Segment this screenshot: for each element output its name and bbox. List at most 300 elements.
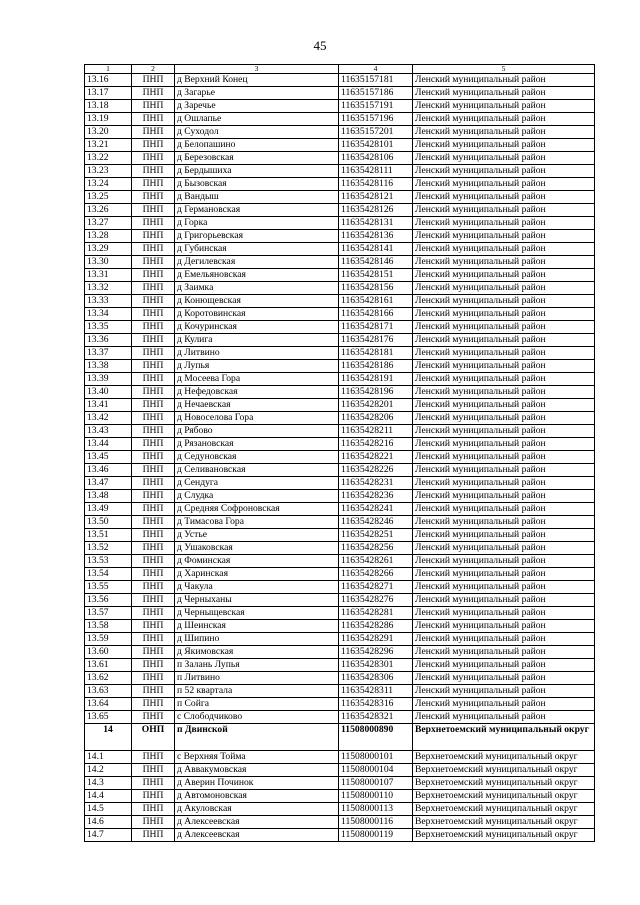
table-row xyxy=(85,178,595,191)
table-row xyxy=(85,829,595,842)
municipality-cell: Ленский муниципальный район xyxy=(413,165,595,178)
settlement-name-cell: д Вандыш xyxy=(175,191,339,204)
settlement-type-cell: ПНП xyxy=(132,751,175,764)
table-row xyxy=(85,594,595,607)
oktmo-code-cell: 11635428216 xyxy=(339,438,413,451)
settlement-type-cell: ПНП xyxy=(132,399,175,412)
table-row xyxy=(85,308,595,321)
oktmo-code-cell: 11508000119 xyxy=(339,829,413,842)
row-number-cell: 13.58 xyxy=(85,620,132,633)
settlement-type-cell: ПНП xyxy=(132,542,175,555)
oktmo-code-cell: 11635428146 xyxy=(339,256,413,269)
municipality-cell: Ленский муниципальный район xyxy=(413,360,595,373)
table-row xyxy=(85,217,595,230)
municipality-cell: Ленский муниципальный район xyxy=(413,347,595,360)
settlement-name-cell: д Верхний Конец xyxy=(175,74,339,87)
settlement-name-cell: д Дегилевская xyxy=(175,256,339,269)
settlement-name-cell: д Суходол xyxy=(175,126,339,139)
municipality-cell: Верхнетоемский муниципальный округ xyxy=(413,751,595,764)
row-number-cell: 13.23 xyxy=(85,165,132,178)
oktmo-code-cell: 11635428256 xyxy=(339,542,413,555)
settlement-name-cell: д Шеинская xyxy=(175,620,339,633)
settlement-type-cell: ПНП xyxy=(132,425,175,438)
settlement-type-cell: ПНП xyxy=(132,698,175,711)
settlement-type-cell: ПНП xyxy=(132,529,175,542)
settlements-table xyxy=(84,64,595,842)
settlement-type-cell: ПНП xyxy=(132,803,175,816)
table-row xyxy=(85,555,595,568)
settlement-type-cell: ПНП xyxy=(132,477,175,490)
table-row xyxy=(85,165,595,178)
table-row xyxy=(85,282,595,295)
settlement-name-cell: д Германовская xyxy=(175,204,339,217)
municipality-cell: Ленский муниципальный район xyxy=(413,412,595,425)
column-number: 2 xyxy=(132,65,175,74)
oktmo-code-cell: 11635157191 xyxy=(339,100,413,113)
oktmo-code-cell: 11635428311 xyxy=(339,685,413,698)
settlement-name-cell: д Харинская xyxy=(175,568,339,581)
page-number: 45 xyxy=(313,38,327,53)
table-row xyxy=(85,204,595,217)
row-number-cell: 13.37 xyxy=(85,347,132,360)
municipality-cell: Ленский муниципальный район xyxy=(413,282,595,295)
table-row xyxy=(85,672,595,685)
settlement-type-cell: ПНП xyxy=(132,581,175,594)
settlement-type-cell: ПНП xyxy=(132,568,175,581)
settlement-type-cell: ПНП xyxy=(132,464,175,477)
settlement-type-cell: ПНП xyxy=(132,764,175,777)
municipality-cell: Ленский муниципальный район xyxy=(413,295,595,308)
settlement-type-cell: ПНП xyxy=(132,646,175,659)
oktmo-code-cell: 11635428106 xyxy=(339,152,413,165)
table-row xyxy=(85,321,595,334)
settlement-type-cell: ПНП xyxy=(132,126,175,139)
municipality-cell: Ленский муниципальный район xyxy=(413,620,595,633)
row-number-cell: 13.49 xyxy=(85,503,132,516)
settlement-name-cell: д Чакула xyxy=(175,581,339,594)
oktmo-code-cell: 11635428166 xyxy=(339,308,413,321)
row-number-cell: 13.62 xyxy=(85,672,132,685)
settlement-name-cell: д Емельяновская xyxy=(175,269,339,282)
row-number-cell: 13.16 xyxy=(85,74,132,87)
row-number-cell: 13.43 xyxy=(85,425,132,438)
row-number-cell: 14.3 xyxy=(85,777,132,790)
settlement-type-cell: ПНП xyxy=(132,230,175,243)
settlement-type-cell: ПНП xyxy=(132,777,175,790)
table-row xyxy=(85,113,595,126)
settlement-name-cell: д Седуновская xyxy=(175,451,339,464)
row-number-cell: 14.7 xyxy=(85,829,132,842)
row-number-cell: 13.61 xyxy=(85,659,132,672)
row-number-cell: 13.46 xyxy=(85,464,132,477)
settlement-type-cell: ПНП xyxy=(132,87,175,100)
row-number-cell: 13.26 xyxy=(85,204,132,217)
column-number: 5 xyxy=(413,65,595,74)
municipality-cell: Ленский муниципальный район xyxy=(413,646,595,659)
oktmo-code-cell: 11635428156 xyxy=(339,282,413,295)
settlement-type-cell: ПНП xyxy=(132,347,175,360)
table-row xyxy=(85,490,595,503)
row-number-cell: 13.24 xyxy=(85,178,132,191)
settlement-name-cell: д Алексеевская xyxy=(175,816,339,829)
settlement-type-cell: ПНП xyxy=(132,829,175,842)
municipality-cell: Ленский муниципальный район xyxy=(413,334,595,347)
row-number-cell: 13.53 xyxy=(85,555,132,568)
row-number-cell: 13.45 xyxy=(85,451,132,464)
municipality-cell: Ленский муниципальный район xyxy=(413,451,595,464)
row-number-cell: 13.57 xyxy=(85,607,132,620)
settlement-type-cell: ПНП xyxy=(132,503,175,516)
table-row xyxy=(85,295,595,308)
oktmo-code-cell: 11635428121 xyxy=(339,191,413,204)
municipality-cell: Ленский муниципальный район xyxy=(413,555,595,568)
row-number-cell: 13.28 xyxy=(85,230,132,243)
settlement-name-cell: д Горка xyxy=(175,217,339,230)
municipality-cell: Ленский муниципальный район xyxy=(413,87,595,100)
oktmo-code-cell: 11635428226 xyxy=(339,464,413,477)
settlement-type-cell: ПНП xyxy=(132,451,175,464)
oktmo-code-cell: 11635428286 xyxy=(339,620,413,633)
row-number-cell: 13.21 xyxy=(85,139,132,152)
municipality-cell: Ленский муниципальный район xyxy=(413,542,595,555)
settlement-name-cell: д Черныщевская xyxy=(175,607,339,620)
oktmo-code-cell: 11635428246 xyxy=(339,516,413,529)
municipality-cell: Ленский муниципальный район xyxy=(413,113,595,126)
settlement-type-cell: ПНП xyxy=(132,178,175,191)
row-number-cell: 13.38 xyxy=(85,360,132,373)
table-row xyxy=(85,503,595,516)
oktmo-code-cell: 11635428251 xyxy=(339,529,413,542)
column-number: 1 xyxy=(85,65,132,74)
table-row xyxy=(85,568,595,581)
settlement-name-cell: д Черныханы xyxy=(175,594,339,607)
settlement-type-cell: ПНП xyxy=(132,321,175,334)
row-number-cell: 14.6 xyxy=(85,816,132,829)
settlement-name-cell: д Белопашино xyxy=(175,139,339,152)
settlement-name-cell: д Григорьевская xyxy=(175,230,339,243)
settlement-name-cell: д Заимка xyxy=(175,282,339,295)
oktmo-code-cell: 11635428281 xyxy=(339,607,413,620)
settlement-type-cell: ПНП xyxy=(132,438,175,451)
municipality-cell: Ленский муниципальный район xyxy=(413,503,595,516)
settlement-type-cell: ПНП xyxy=(132,607,175,620)
table-row xyxy=(85,529,595,542)
municipality-cell: Ленский муниципальный район xyxy=(413,672,595,685)
municipality-cell: Ленский муниципальный район xyxy=(413,178,595,191)
municipality-cell: Ленский муниципальный район xyxy=(413,373,595,386)
settlement-name-cell: д Ушаковская xyxy=(175,542,339,555)
municipality-cell: Ленский муниципальный район xyxy=(413,581,595,594)
row-number-cell: 14.2 xyxy=(85,764,132,777)
oktmo-code-cell: 11635428161 xyxy=(339,295,413,308)
table-row xyxy=(85,477,595,490)
table-row xyxy=(85,803,595,816)
oktmo-code-cell: 11635428206 xyxy=(339,412,413,425)
row-number-cell: 13.60 xyxy=(85,646,132,659)
settlement-type-cell: ПНП xyxy=(132,295,175,308)
settlement-name-cell: д Бердышиха xyxy=(175,165,339,178)
settlement-name-cell: д Бызовская xyxy=(175,178,339,191)
settlement-name-cell: д Губинская xyxy=(175,243,339,256)
table-row xyxy=(85,360,595,373)
settlement-name-cell: д Заречье xyxy=(175,100,339,113)
oktmo-code-cell: 11635428201 xyxy=(339,399,413,412)
table-row xyxy=(85,581,595,594)
municipality-cell: Ленский муниципальный район xyxy=(413,243,595,256)
municipality-cell: Ленский муниципальный район xyxy=(413,256,595,269)
row-number-cell: 13.63 xyxy=(85,685,132,698)
settlement-name-cell: д Загарье xyxy=(175,87,339,100)
settlement-type-cell: ПНП xyxy=(132,191,175,204)
oktmo-code-cell: 11635428321 xyxy=(339,711,413,724)
row-number-cell: 13.33 xyxy=(85,295,132,308)
municipality-cell: Ленский муниципальный район xyxy=(413,204,595,217)
municipality-cell: Ленский муниципальный район xyxy=(413,269,595,282)
municipality-cell: Ленский муниципальный район xyxy=(413,74,595,87)
row-number-cell: 13.39 xyxy=(85,373,132,386)
table-row xyxy=(85,764,595,777)
municipality-cell: Ленский муниципальный район xyxy=(413,100,595,113)
settlement-name-cell: д Слудка xyxy=(175,490,339,503)
settlement-type-cell: ПНП xyxy=(132,217,175,230)
settlement-name-cell: д Кочуринская xyxy=(175,321,339,334)
oktmo-code-cell: 11635428136 xyxy=(339,230,413,243)
settlement-name-cell: д Средняя Софроновская xyxy=(175,503,339,516)
oktmo-code-cell: 11635428171 xyxy=(339,321,413,334)
row-number-cell: 13.54 xyxy=(85,568,132,581)
table-row xyxy=(85,438,595,451)
settlement-name-cell: д Нечаевская xyxy=(175,399,339,412)
oktmo-code-cell: 11508000116 xyxy=(339,816,413,829)
settlement-name-cell: с Верхняя Тойма xyxy=(175,751,339,764)
oktmo-code-cell: 11635428176 xyxy=(339,334,413,347)
settlement-name-cell: д Мосеева Гора xyxy=(175,373,339,386)
settlement-type-cell: ПНП xyxy=(132,373,175,386)
table-row xyxy=(85,542,595,555)
table-row xyxy=(85,152,595,165)
oktmo-code-cell: 11635428291 xyxy=(339,633,413,646)
settlement-name-cell: д Рябово xyxy=(175,425,339,438)
table-row xyxy=(85,230,595,243)
municipality-cell: Ленский муниципальный район xyxy=(413,607,595,620)
table-row xyxy=(85,347,595,360)
municipality-cell: Ленский муниципальный район xyxy=(413,425,595,438)
table-row xyxy=(85,646,595,659)
settlement-type-cell: ПНП xyxy=(132,672,175,685)
municipality-cell: Ленский муниципальный район xyxy=(413,386,595,399)
settlement-type-cell: ПНП xyxy=(132,243,175,256)
settlement-name-cell: д Селивановская xyxy=(175,464,339,477)
table-row xyxy=(85,751,595,764)
settlement-type-cell: ПНП xyxy=(132,620,175,633)
oktmo-code-cell: 11635428236 xyxy=(339,490,413,503)
row-number-cell: 13.50 xyxy=(85,516,132,529)
table-row xyxy=(85,334,595,347)
oktmo-code-cell: 11635428271 xyxy=(339,581,413,594)
settlement-type-cell: ПНП xyxy=(132,308,175,321)
settlement-type-cell: ПНП xyxy=(132,490,175,503)
municipality-cell: Верхнетоемский муниципальный округ xyxy=(413,803,595,816)
settlement-name-cell: с Слободчиково xyxy=(175,711,339,724)
municipality-cell: Ленский муниципальный район xyxy=(413,711,595,724)
settlement-type-cell: ПНП xyxy=(132,165,175,178)
oktmo-code-cell: 11635157196 xyxy=(339,113,413,126)
municipality-cell: Ленский муниципальный район xyxy=(413,152,595,165)
oktmo-code-cell: 11635157181 xyxy=(339,74,413,87)
row-number-cell: 13.34 xyxy=(85,308,132,321)
row-number-cell: 13.41 xyxy=(85,399,132,412)
row-number-cell: 14 xyxy=(85,724,132,751)
row-number-cell: 13.51 xyxy=(85,529,132,542)
oktmo-code-cell: 11635428266 xyxy=(339,568,413,581)
row-number-cell: 13.56 xyxy=(85,594,132,607)
municipality-cell: Верхнетоемский муниципальный округ xyxy=(413,829,595,842)
table-row xyxy=(85,685,595,698)
municipality-cell: Ленский муниципальный район xyxy=(413,685,595,698)
municipality-cell: Ленский муниципальный район xyxy=(413,464,595,477)
row-number-cell: 13.27 xyxy=(85,217,132,230)
municipality-cell: Ленский муниципальный район xyxy=(413,230,595,243)
settlement-name-cell: д Ошлапье xyxy=(175,113,339,126)
oktmo-code-cell: 11635428196 xyxy=(339,386,413,399)
oktmo-code-cell: 11635428316 xyxy=(339,698,413,711)
settlement-type-cell: ПНП xyxy=(132,100,175,113)
settlement-name-cell: д Аввакумовская xyxy=(175,764,339,777)
settlement-type-cell: ПНП xyxy=(132,204,175,217)
settlement-name-cell: д Акуловская xyxy=(175,803,339,816)
table-row xyxy=(85,633,595,646)
oktmo-code-cell: 11635428306 xyxy=(339,672,413,685)
settlement-name-cell: д Нефедовская xyxy=(175,386,339,399)
table-row xyxy=(85,659,595,672)
settlement-type-cell: ПНП xyxy=(132,633,175,646)
municipality-cell: Ленский муниципальный район xyxy=(413,139,595,152)
row-number-cell: 14.1 xyxy=(85,751,132,764)
municipality-cell: Ленский муниципальный район xyxy=(413,399,595,412)
settlement-name-cell: д Рязановская xyxy=(175,438,339,451)
row-number-cell: 13.18 xyxy=(85,100,132,113)
municipality-cell: Верхнетоемский муниципальный округ xyxy=(413,777,595,790)
oktmo-code-cell: 11508000107 xyxy=(339,777,413,790)
settlement-type-cell: ПНП xyxy=(132,282,175,295)
row-number-cell: 13.42 xyxy=(85,412,132,425)
row-number-cell: 13.36 xyxy=(85,334,132,347)
oktmo-code-cell: 11508000101 xyxy=(339,751,413,764)
oktmo-code-cell: 11508000113 xyxy=(339,803,413,816)
municipality-cell: Ленский муниципальный район xyxy=(413,698,595,711)
oktmo-code-cell: 11635428141 xyxy=(339,243,413,256)
settlement-name-cell: д Новоселова Гора xyxy=(175,412,339,425)
oktmo-code-cell: 11635428276 xyxy=(339,594,413,607)
municipality-cell: Ленский муниципальный район xyxy=(413,438,595,451)
oktmo-code-cell: 11635428221 xyxy=(339,451,413,464)
settlement-name-cell: д Якимовская xyxy=(175,646,339,659)
settlement-name-cell: п Литвино xyxy=(175,672,339,685)
oktmo-code-cell: 11635428241 xyxy=(339,503,413,516)
settlement-type-cell: ПНП xyxy=(132,74,175,87)
settlement-type-cell: ПНП xyxy=(132,152,175,165)
table-row xyxy=(85,100,595,113)
row-number-cell: 13.35 xyxy=(85,321,132,334)
oktmo-code-cell: 11635428111 xyxy=(339,165,413,178)
settlement-type-cell: ПНП xyxy=(132,516,175,529)
table-row xyxy=(85,698,595,711)
settlement-name-cell: д Автомоновская xyxy=(175,790,339,803)
oktmo-code-cell: 11635428301 xyxy=(339,659,413,672)
settlement-name-cell: д Алексеевская xyxy=(175,829,339,842)
oktmo-code-cell: 11635428151 xyxy=(339,269,413,282)
column-numbers-row xyxy=(85,65,595,74)
table-row xyxy=(85,451,595,464)
municipality-cell: Ленский муниципальный район xyxy=(413,594,595,607)
table-row xyxy=(85,516,595,529)
settlement-name-cell: п 52 квартала xyxy=(175,685,339,698)
table-row xyxy=(85,777,595,790)
settlement-name-cell: п Залань Лупья xyxy=(175,659,339,672)
settlement-type-cell: ПНП xyxy=(132,412,175,425)
oktmo-code-cell: 11635428116 xyxy=(339,178,413,191)
oktmo-code-cell: 11635428211 xyxy=(339,425,413,438)
oktmo-code-cell: 11635428191 xyxy=(339,373,413,386)
municipality-cell: Ленский муниципальный район xyxy=(413,490,595,503)
oktmo-code-cell: 11508000110 xyxy=(339,790,413,803)
settlement-name-cell: д Коротовинская xyxy=(175,308,339,321)
row-number-cell: 13.40 xyxy=(85,386,132,399)
table-row xyxy=(85,711,595,724)
table-row xyxy=(85,790,595,803)
settlement-name-cell: д Конющевская xyxy=(175,295,339,308)
settlement-type-cell: ПНП xyxy=(132,334,175,347)
row-number-cell: 13.55 xyxy=(85,581,132,594)
municipality-cell: Ленский муниципальный район xyxy=(413,477,595,490)
municipality-cell: Ленский муниципальный район xyxy=(413,321,595,334)
row-number-cell: 13.17 xyxy=(85,87,132,100)
table-row xyxy=(85,269,595,282)
municipality-cell: Ленский муниципальный район xyxy=(413,633,595,646)
settlement-name-cell: д Сендуга xyxy=(175,477,339,490)
table-row xyxy=(85,425,595,438)
table-row xyxy=(85,607,595,620)
table-row xyxy=(85,87,595,100)
municipality-cell: Ленский муниципальный район xyxy=(413,529,595,542)
column-number: 3 xyxy=(175,65,339,74)
table-row xyxy=(85,412,595,425)
settlement-name-cell: д Тимасова Гора xyxy=(175,516,339,529)
row-number-cell: 13.65 xyxy=(85,711,132,724)
oktmo-code-cell: 11635428181 xyxy=(339,347,413,360)
settlement-type-cell: ПНП xyxy=(132,659,175,672)
municipality-cell: Верхнетоемский муниципальный округ xyxy=(413,764,595,777)
settlement-type-cell: ПНП xyxy=(132,139,175,152)
row-number-cell: 14.5 xyxy=(85,803,132,816)
settlement-type-cell: ПНП xyxy=(132,360,175,373)
column-number: 4 xyxy=(339,65,413,74)
row-number-cell: 13.52 xyxy=(85,542,132,555)
settlement-type-cell: ПНП xyxy=(132,816,175,829)
table-row xyxy=(85,464,595,477)
row-number-cell: 13.22 xyxy=(85,152,132,165)
settlement-type-cell: ПНП xyxy=(132,256,175,269)
table-row xyxy=(85,139,595,152)
row-number-cell: 13.32 xyxy=(85,282,132,295)
settlement-name-cell: д Лупья xyxy=(175,360,339,373)
row-number-cell: 13.44 xyxy=(85,438,132,451)
settlement-type-cell: ПНП xyxy=(132,386,175,399)
oktmo-code-cell: 11635428261 xyxy=(339,555,413,568)
table-row xyxy=(85,373,595,386)
table-row xyxy=(85,74,595,87)
municipality-cell: Ленский муниципальный район xyxy=(413,217,595,230)
